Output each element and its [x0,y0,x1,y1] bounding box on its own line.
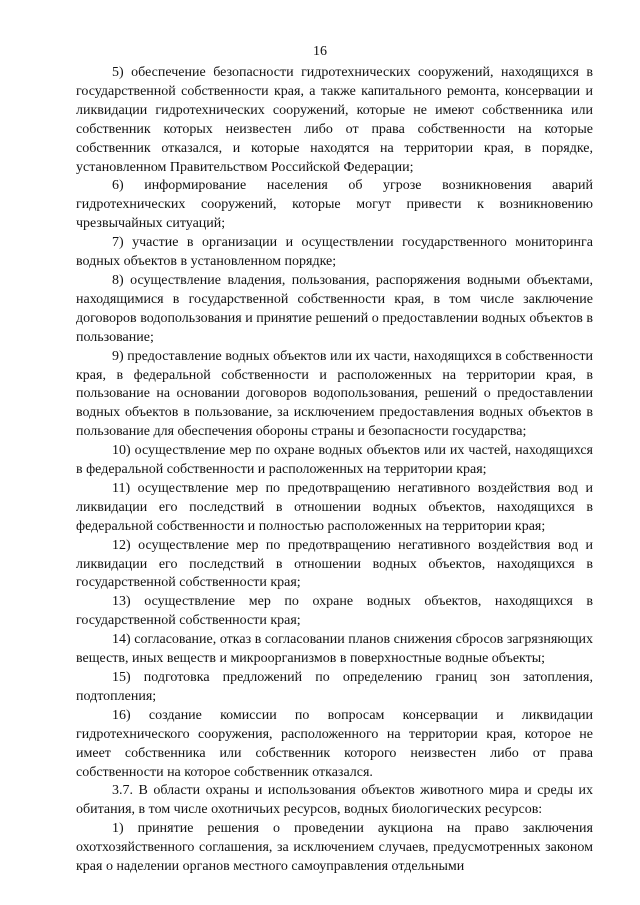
list-item-10: 10) осуществление мер по охране водных объектов или их частей, находящихся в федеральной собственности и расположенных на территории края; [76,443,593,478]
list-item-9: 9) предоставление водных объектов или их части, находящихся в собственности края, в федеральной собственности и расположенных на территории края, в пользование на основании договоров водопользования, решений о предоставлении водных объектов в пользование, за исключением предоставления водных объектов в пользование для обеспечения обороны страны и безопасности государства; [76,348,593,440]
section-3-7-item-1: 1) принятие решения о проведении аукциона на право заключения охотхозяйственного соглашения, за исключением случаев, предусмотренных законом края о наделении органов местного самоуправления отдельными [76,821,593,875]
list-item-14: 14) согласование, отказ в согласовании планов снижения сбросов загрязняющих веществ, иных веществ и микроорганизмов в поверхностные водные объекты; [76,632,593,667]
list-item-15: 15) подготовка предложений по определению границ зон затопления, подтопления; [76,670,593,704]
list-item-12: 12) осуществление мер по предотвращению негативного воздействия вод и ликвидации его последствий в отношении водных объектов, находящихся в государственной собственности края; [76,537,593,591]
list-item-13: 13) осуществление мер по охране водных объектов, находящихся в государственной собственности края; [76,594,593,629]
list-item-7: 7) участие в организации и осуществлении государственного мониторинга водных объектов в установленном порядке; [76,235,593,270]
list-item-11: 11) осуществление мер по предотвращению негативного воздействия вод и ликвидации его последствий в отношении водных объектов, находящихся в федеральной собственности и полностью расположенных на территории края; [76,480,593,534]
page-number: 16 [313,44,327,59]
list-item-6: 6) информирование населения об угрозе возникновения аварий гидротехнических сооружений, которые могут привести к возникновению чрезвычайных ситуаций; [76,178,593,232]
list-item-5: 5) обеспечение безопасности гидротехнических сооружений, находящихся в государственной собственности края, а также капитального ремонта, консервации и ликвидации гидротехнических сооружений, которые не имеют собственника или собственник которых неизвестен либо от права собственности на которые собственник отказался, и которые находятся на территории края, в порядке, установленном Правительством Российской Федерации; [76,65,593,175]
document-body [76,64,593,877]
section-3-7-heading: 3.7. В области охраны и использования объектов животного мира и среды их обитания, в том числе охотничьих ресурсов, водных биологических ресурсов: [76,783,593,818]
list-item-16: 16) создание комиссии по вопросам консервации и ликвидации гидротехнического сооружения, расположенного на территории края, которое не имеет собственника или собственник которого неизвестен либо от права собственности на которое собственник отказался. [76,707,593,780]
list-item-8: 8) осуществление владения, пользования, распоряжения водными объектами, находящимися в государственной собственности края, в том числе заключение договоров водопользования и принятие решений о предоставлении водных объектов в пользование; [76,272,593,345]
